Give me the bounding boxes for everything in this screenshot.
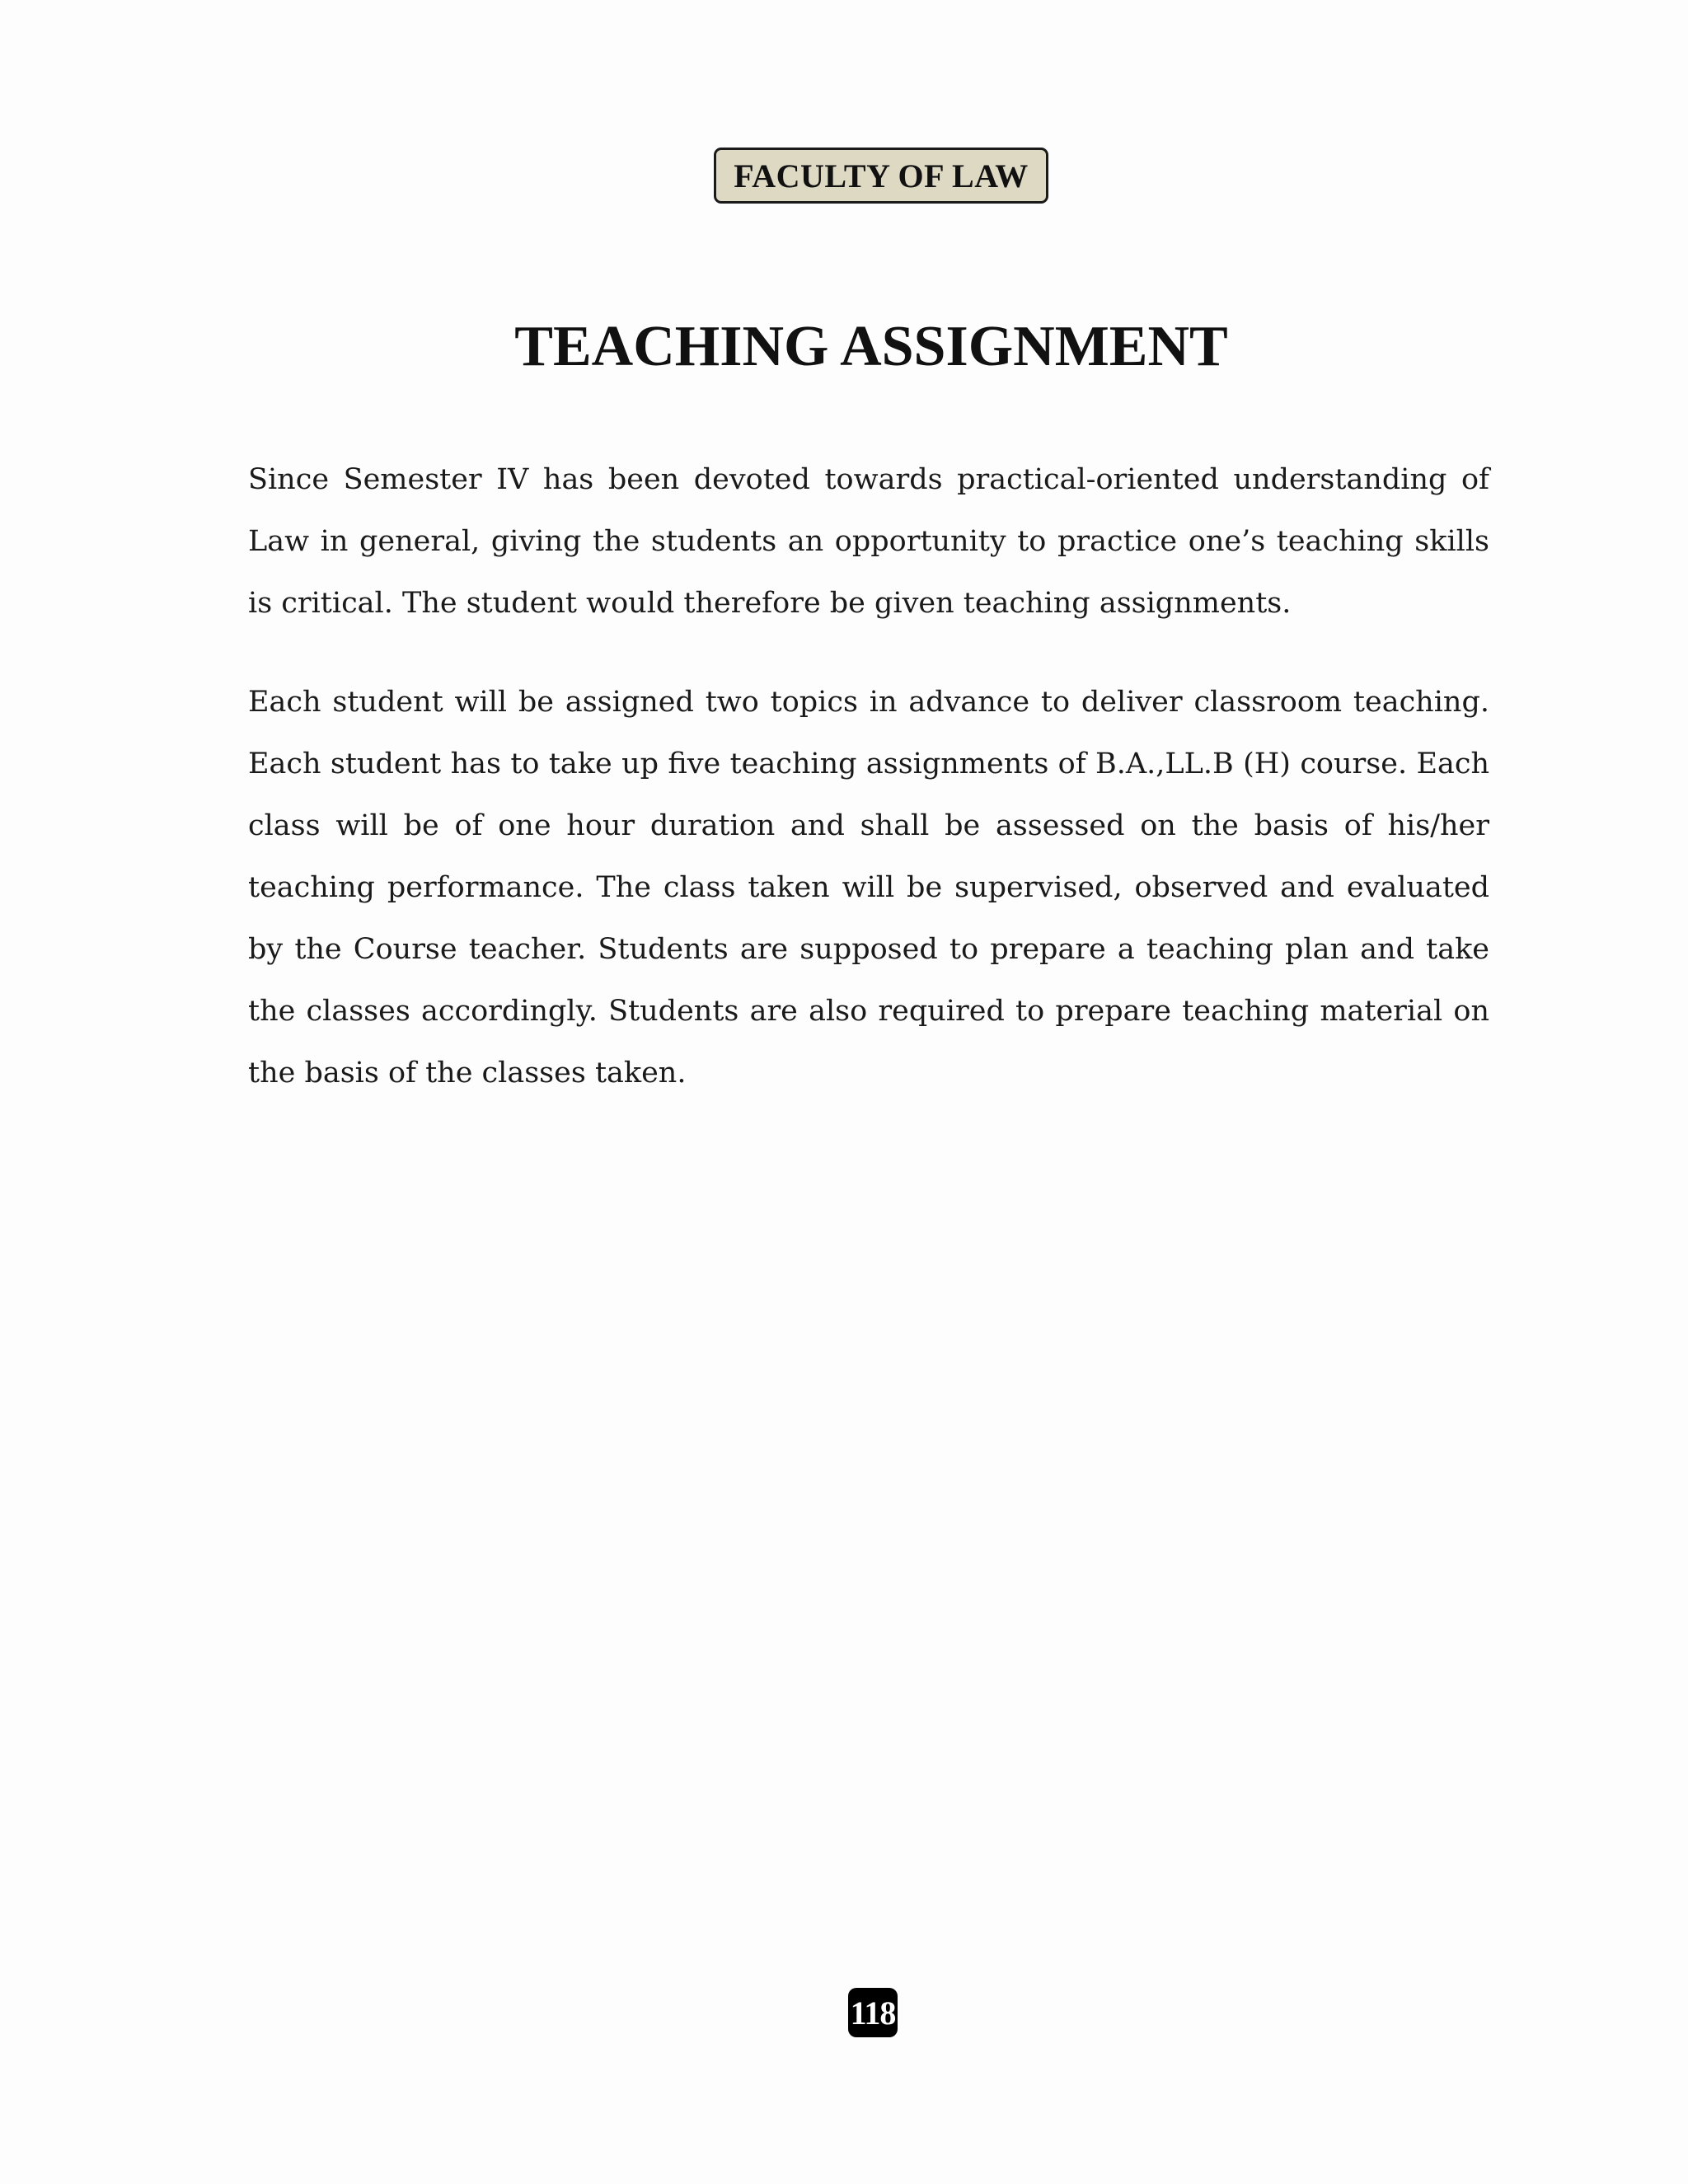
paragraph-assignment-details: Each student will be assigned two topics in advance to deliver classroom teaching. Each student has to take up five teaching assignments of B.A.,LL.B (H) course. Each class will be of one hour duration and shall be assessed on the basis of his/her teaching performance. The class taken will be supervised, observed and evaluated by the Course teacher. Students are supposed to prepare a teaching plan and take the classes accordingly. Students are also required to prepare teaching material on the basis of the classes taken. [248,686,1489,1090]
page-title: TEACHING ASSIGNMENT [514,315,1228,378]
paragraph-intro: Since Semester IV has been devoted towards practical-oriented understanding of Law in general, giving the students an opportunity to practice one’s teaching skills is critical. The student would therefore be given teaching assignments. [248,463,1489,620]
page-number-badge: 118 [848,1988,898,2037]
faculty-header-badge: FACULTY OF LAW [714,148,1048,204]
